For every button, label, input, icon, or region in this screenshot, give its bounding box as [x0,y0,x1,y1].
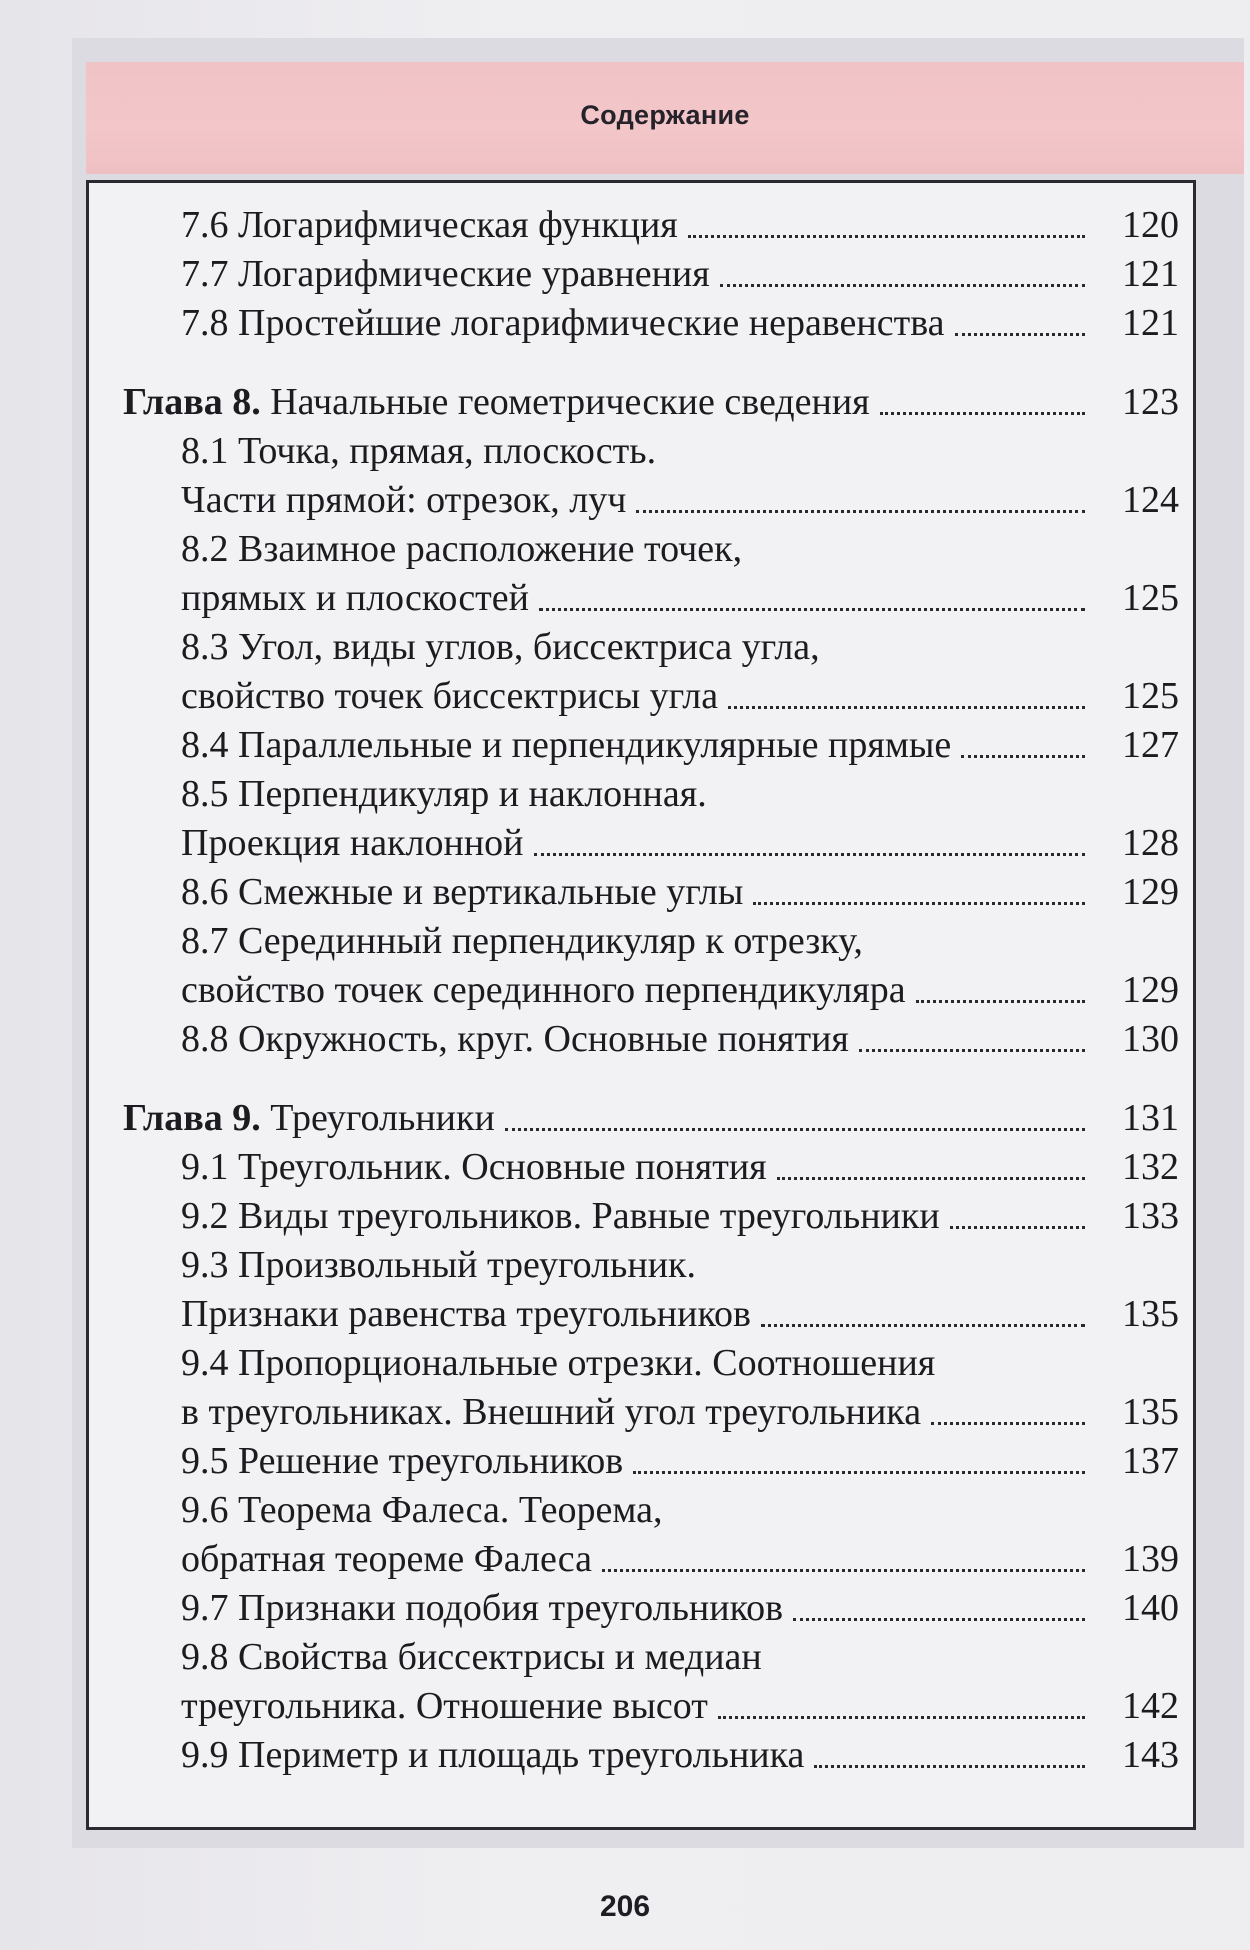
toc-entry-line [89,574,1193,623]
toc-entry-line [89,1015,1193,1064]
toc-entry-title: Начальные геометрические сведения [270,381,870,423]
toc-entry-line [89,299,1193,348]
chapter-label: Глава 9. [123,1097,271,1139]
toc-page-number: 127 [1122,724,1179,766]
toc-page-number: 133 [1122,1195,1179,1237]
toc-page-number: 128 [1122,822,1179,864]
toc-entry-title: 8.2 Взаимное расположение точек, [181,528,743,570]
dot-leader [916,997,1085,1003]
toc-entry-title: Треугольники [270,1097,495,1139]
dot-leader [505,1125,1085,1131]
dot-leader [753,899,1085,905]
toc-entry-title: 7.6 Логарифмическая функция [181,204,678,246]
toc-entry [89,1143,1193,1192]
toc-entry [89,1437,1193,1486]
toc-entry [89,721,1193,770]
toc-entry-line [89,623,1193,672]
toc-entry-line [89,1682,1193,1731]
toc-entry-line [89,721,1193,770]
toc-entry-title: 8.1 Точка, прямая, плоскость. [181,430,657,472]
toc-entry-title: 8.4 Параллельные и перпендикулярные прямые [181,724,952,766]
toc-entry [89,427,1193,525]
toc-entry-line [89,819,1193,868]
toc-page-number: 125 [1122,675,1179,717]
toc-page-number: 143 [1122,1734,1179,1776]
dot-leader [961,752,1085,758]
dot-leader [880,409,1085,415]
toc-entry-title: прямых и плоскостей [181,577,529,619]
toc-chapter [89,1094,1193,1143]
dot-leader [814,1762,1085,1768]
toc-entry [89,1015,1193,1064]
toc-entry-line [89,1143,1193,1192]
toc-entry-title: Признаки равенства треугольников [181,1293,751,1335]
dot-leader [718,1713,1085,1719]
toc-page-number: 135 [1122,1293,1179,1335]
toc-entry-title: Части прямой: отрезок, луч [181,479,627,521]
dot-leader [728,703,1085,709]
toc-entry-title: Проекция наклонной [181,822,524,864]
toc-entry-title: 9.7 Признаки подобия треугольников [181,1587,784,1629]
toc-entry-title: треугольника. Отношение высот [181,1685,708,1727]
toc-page-number: 139 [1122,1538,1179,1580]
toc-entry [89,299,1193,348]
toc-entry-title: 9.2 Виды треугольников. Равные треугольники [181,1195,940,1237]
toc-page-number: 123 [1122,381,1179,423]
toc-entry-line [89,1339,1193,1388]
toc-entry-title: свойство точек серединного перпендикуляра [181,969,906,1011]
toc-entry-title: 8.8 Окружность, круг. Основные понятия [181,1018,849,1060]
toc-entry [89,868,1193,917]
dot-leader [950,1223,1085,1229]
toc-page-number: 121 [1122,302,1179,344]
chapter-label: Глава 8. [123,381,271,423]
page-number: 206 [599,1890,651,1923]
dot-leader [534,850,1085,856]
toc-entries [89,183,1193,1827]
toc-entry [89,1584,1193,1633]
toc-entry-title: 9.8 Свойства биссектрисы и медиан [181,1636,762,1678]
toc-entry-title: свойство точек биссектрисы угла [181,675,719,717]
toc-entry-title: 8.3 Угол, виды углов, биссектриса угла, [181,626,820,668]
dot-leader [602,1566,1085,1572]
toc-page-number: 120 [1122,204,1179,246]
toc-entry [89,770,1193,868]
toc-entry-title: 9.4 Пропорциональные отрезки. Соотношения [181,1342,936,1384]
toc-entry-title: 9.9 Периметр и площадь треугольника [181,1734,805,1776]
toc-entry [89,1633,1193,1731]
toc-entry-line [89,250,1193,299]
toc-entry-title: 9.6 Теорема Фалеса. Теорема, [181,1489,663,1531]
toc-entry-line [89,1486,1193,1535]
toc-entry-line [89,868,1193,917]
toc-entry [89,1339,1193,1437]
dot-leader [761,1321,1085,1327]
toc-page-number: 142 [1122,1685,1179,1727]
dot-leader [931,1419,1085,1425]
toc-page-number: 129 [1122,969,1179,1011]
toc-entry-line [89,525,1193,574]
toc-entry-line [89,1633,1193,1682]
toc-entry [89,623,1193,721]
toc-entry-line [89,1290,1193,1339]
toc-entry-title: 8.6 Смежные и вертикальные углы [181,871,744,913]
toc-entry-line [89,966,1193,1015]
toc-entry-line [89,1192,1193,1241]
toc-entry-line [89,770,1193,819]
toc-entry-title: 9.5 Решение треугольников [181,1440,624,1482]
toc-entry [89,525,1193,623]
toc-entry-line [89,476,1193,525]
toc-entry-title: 8.5 Перпендикуляр и наклонная. [181,773,707,815]
dot-leader [539,605,1085,611]
toc-entry-line [89,201,1193,250]
dot-leader [636,507,1085,513]
toc-entry-title: 9.3 Произвольный треугольник. [181,1244,697,1286]
dot-leader [955,330,1085,336]
dot-leader [720,281,1085,287]
dot-leader [688,232,1085,238]
toc-entry [89,250,1193,299]
table-of-contents [86,180,1196,1830]
toc-entry-line [89,1731,1193,1780]
toc-page-number: 130 [1122,1018,1179,1060]
dot-leader [633,1468,1085,1474]
toc-page-number: 124 [1122,479,1179,521]
toc-page-number: 132 [1122,1146,1179,1188]
toc-page-number: 135 [1122,1391,1179,1433]
toc-entry-title: 8.7 Серединный перпендикуляр к отрезку, [181,920,863,962]
toc-entry [89,917,1193,1015]
toc-entry [89,1192,1193,1241]
toc-entry-line [89,427,1193,476]
dot-leader [859,1046,1085,1052]
toc-entry [89,1731,1193,1780]
page-title: Содержание [580,100,750,130]
toc-entry-title: 9.1 Треугольник. Основные понятия [181,1146,767,1188]
toc-page-number: 137 [1122,1440,1179,1482]
toc-entry-title: 7.7 Логарифмические уравнения [181,253,710,295]
toc-page-number: 121 [1122,253,1179,295]
toc-entry-line [89,1094,1193,1143]
toc-entry-line [89,1241,1193,1290]
toc-chapter [89,378,1193,427]
toc-page-number: 140 [1122,1587,1179,1629]
toc-page-number: 125 [1122,577,1179,619]
toc-entry-line [89,1584,1193,1633]
toc-entry [89,1486,1193,1584]
toc-entry-line [89,1437,1193,1486]
toc-entry-line [89,672,1193,721]
toc-entry-title: 7.8 Простейшие логарифмические неравенства [181,302,945,344]
toc-entry-title: в треугольниках. Внешний угол треугольника [181,1391,922,1433]
toc-entry-line [89,1535,1193,1584]
dot-leader [793,1615,1085,1621]
toc-entry [89,201,1193,250]
toc-page-number: 131 [1122,1097,1179,1139]
toc-entry [89,1241,1193,1339]
toc-entry-title: обратная теореме Фалеса [181,1538,592,1580]
toc-entry-line [89,917,1193,966]
toc-entry-line [89,378,1193,427]
toc-page-number: 129 [1122,871,1179,913]
toc-entry-line [89,1388,1193,1437]
dot-leader [777,1174,1085,1180]
